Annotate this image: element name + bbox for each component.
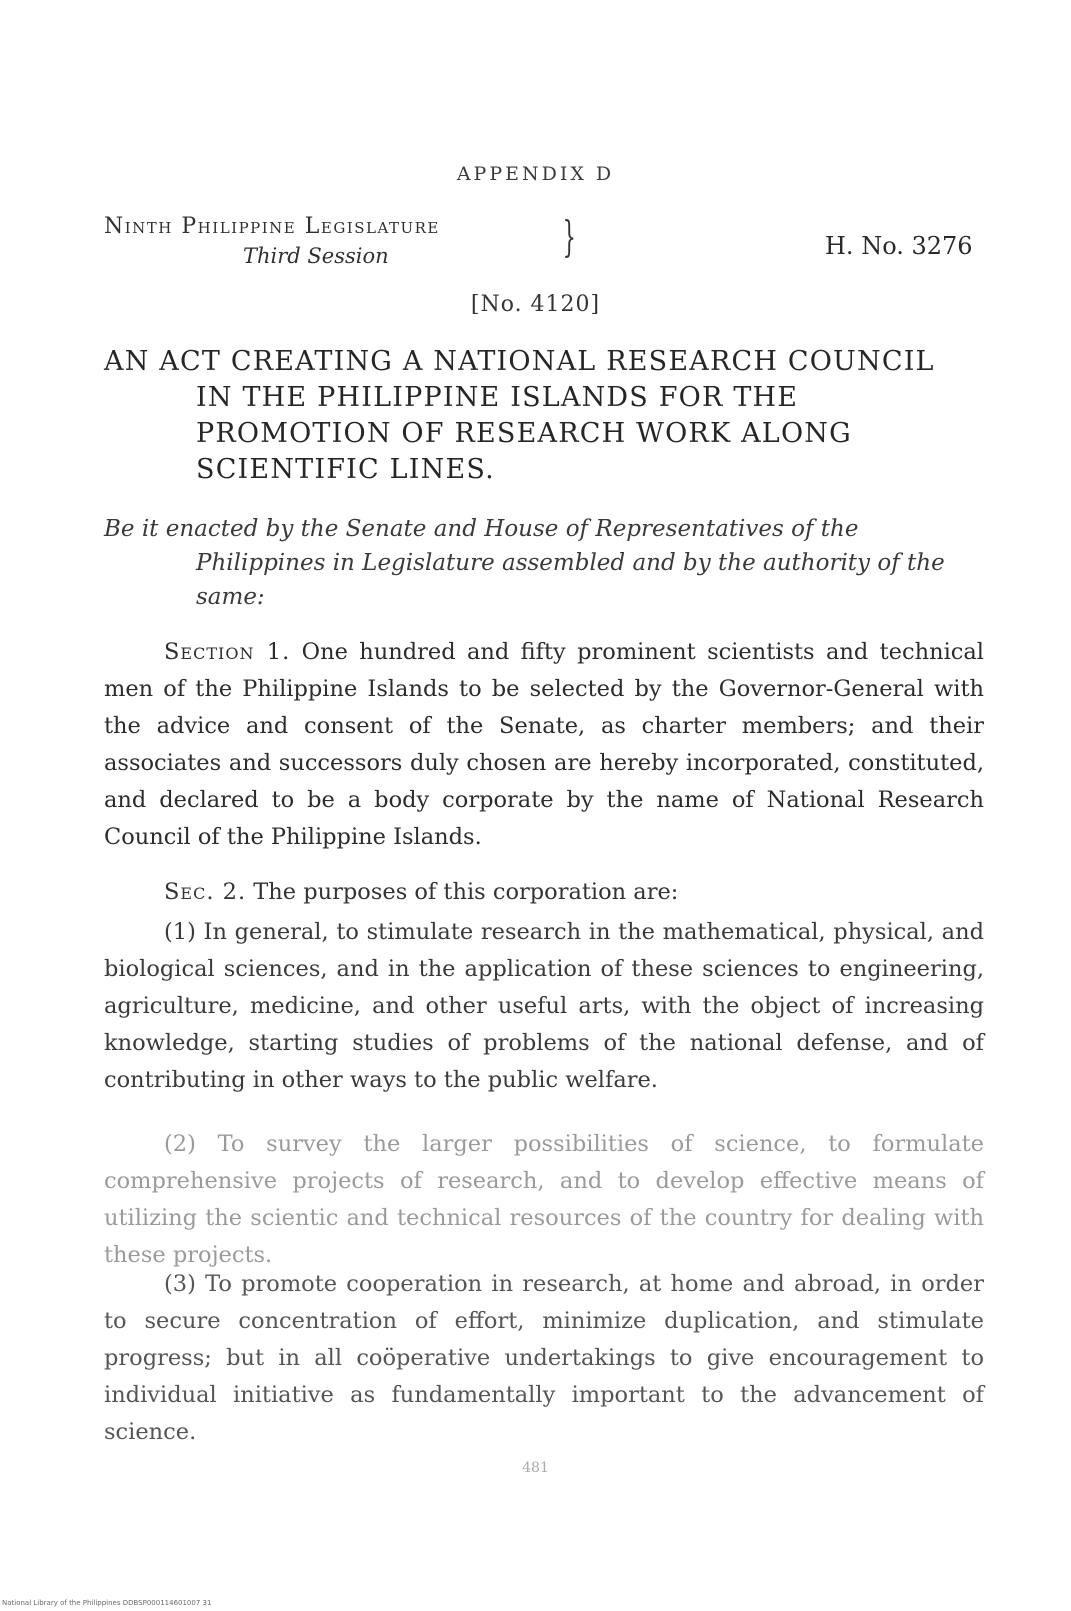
section-2 xyxy=(104,874,984,911)
act-number: [No. 4120] xyxy=(470,292,601,317)
act-title-rest: IN THE PHILIPPINE ISLANDS FOR THE PROMOTION OF RESEARCH WORK ALONG SCIENTIFIC LINES. xyxy=(196,382,852,485)
section-2-text: The purposes of this corporation are: xyxy=(253,879,679,905)
legislature-name: Ninth Philippine Legislature xyxy=(104,214,440,239)
act-title xyxy=(104,344,984,488)
section-1-text: One hundred and fifty prominent scientists and technical men of the Philippine Islands to be selected by the Governor-General with the advice and consent of the Senate, as charter members; and their associates and successors duly chosen are hereby incorporated, constituted, and declared to be a body corporate by the name of National Research Council of the Philippine Islands. xyxy=(104,639,984,850)
appendix-heading: APPENDIX D xyxy=(456,163,615,185)
purpose-2: (2) To survey the larger possibilities of science, to formulate comprehensive projects of research, and to develop effective means of utilizing the scientic and technical resources of the country for dealing with these projects. xyxy=(104,1131,984,1268)
brace-glyph: } xyxy=(562,212,577,261)
house-bill-number: H. No. 3276 xyxy=(825,232,973,260)
section-2-label: Sec. 2. xyxy=(164,879,247,905)
enacting-clause xyxy=(104,512,984,614)
session-name: Third Session xyxy=(243,244,389,268)
purpose-1: (1) In general, to stimulate research in the mathematical, physical, and biological sciences, and in the application of these sciences to engineering, agriculture, medicine, and other useful arts, with the object of increasing knowledge, starting studies of problems of the national defense, and of contributing in other ways to the public welfare. xyxy=(104,919,984,1093)
section-1 xyxy=(104,634,984,856)
page-number: 481 xyxy=(522,1460,549,1476)
section-1-label: Section 1. xyxy=(164,639,291,665)
act-title-line1: AN ACT CREATING A NATIONAL RESEARCH COUNCIL xyxy=(104,346,935,377)
purpose-3: (3) To promote cooperation in research, at home and abroad, in order to secure concentration of effort, minimize duplication, and stimulate progress; but in all coöperative undertakings to give encouragement to individual initiative as fundamentally important to the advancement of science. xyxy=(104,1271,984,1445)
enacting-clause-line1: Be it enacted by the Senate and House of Representatives of the xyxy=(104,516,859,542)
enacting-clause-rest: Philippines in Legislature assembled and by the authority of the same: xyxy=(196,550,945,610)
footer-credit: National Library of the Philippines DDBSP000114601007 31 xyxy=(2,1599,212,1607)
